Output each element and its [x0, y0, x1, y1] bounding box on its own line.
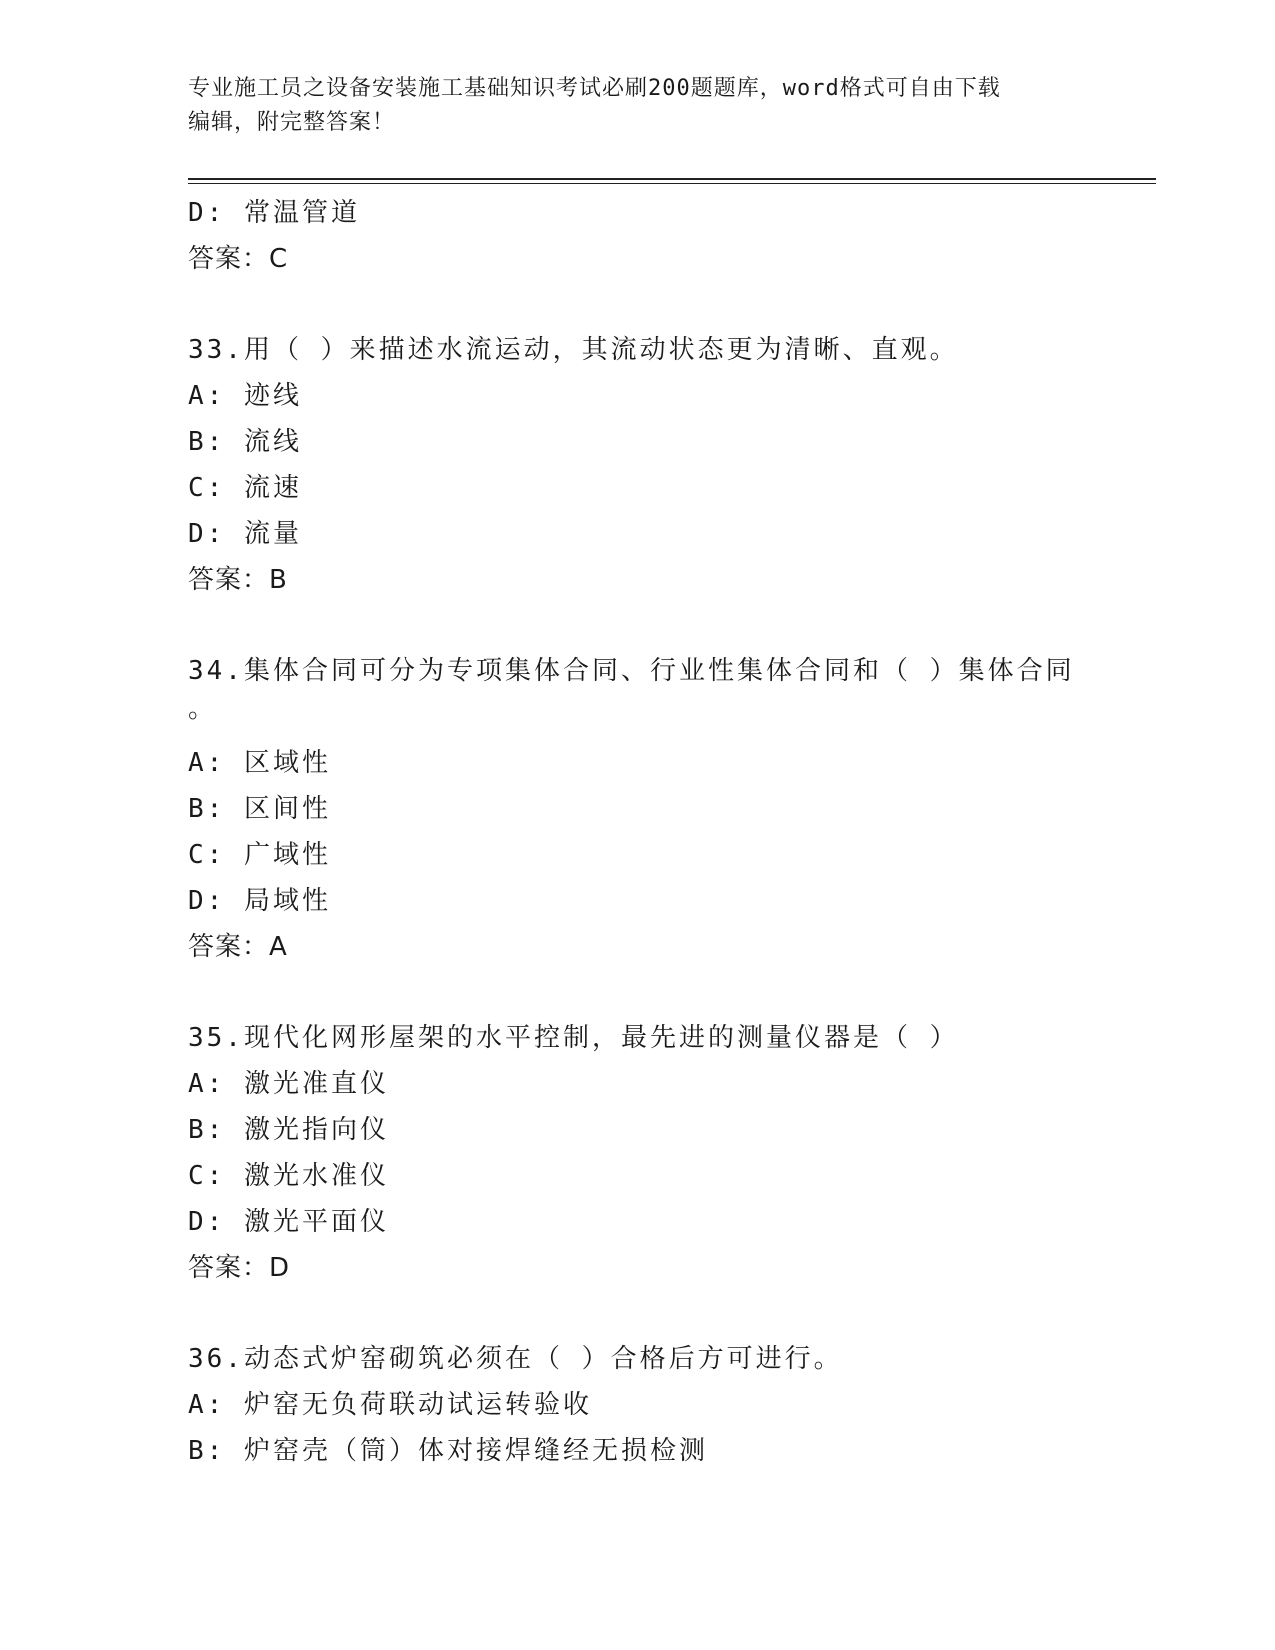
- option-c: C: 激光水准仪: [188, 1161, 389, 1191]
- option-c: C: 广域性: [188, 840, 331, 870]
- option-d: D: 局域性: [188, 886, 331, 916]
- question-stem: 34.集体合同可分为专项集体合同、行业性集体合同和（ ）集体合同: [188, 656, 1075, 686]
- header-rule-thin: [188, 183, 1156, 184]
- question-33: [188, 327, 1088, 603]
- question-34: [188, 648, 1088, 970]
- option-a: A: 激光准直仪: [188, 1069, 389, 1099]
- option-a: A: 区域性: [188, 748, 331, 778]
- header-title-line-1: 专业施工员之设备安装施工基础知识考试必刷200题题库，word格式可自由下载: [188, 76, 1001, 101]
- question-stem-continuation: 。: [188, 694, 218, 724]
- header-rule-thick: [188, 178, 1156, 180]
- question-stem: 33.用（ ）来描述水流运动，其流动状态更为清晰、直观。: [188, 335, 959, 365]
- document-header: [188, 72, 1088, 140]
- header-title-line-2: 编辑，附完整答案！: [188, 110, 396, 135]
- option-a: A: 迹线: [188, 381, 302, 411]
- option-a: A: 炉窑无负荷联动试运转验收: [188, 1390, 592, 1420]
- question-stem: 36.动态式炉窑砌筑必须在（ ）合格后方可进行。: [188, 1344, 843, 1374]
- option-b: B: 激光指向仪: [188, 1115, 389, 1145]
- option-d: D: 激光平面仪: [188, 1207, 389, 1237]
- option-b: B: 炉窑壳（筒）体对接焊缝经无损检测: [188, 1436, 708, 1466]
- answer: 答案：C: [188, 244, 289, 274]
- option-b: B: 区间性: [188, 794, 331, 824]
- answer: 答案：D: [188, 1253, 291, 1283]
- question-35: [188, 1015, 1088, 1291]
- option-d: D: 常温管道: [188, 198, 360, 228]
- question-list: [188, 190, 1088, 1474]
- option-c: C: 流速: [188, 473, 302, 503]
- answer: 答案：B: [188, 565, 288, 595]
- question-32: [188, 190, 1088, 282]
- question-36: [188, 1336, 1088, 1474]
- answer: 答案：A: [188, 932, 288, 962]
- option-d: D: 流量: [188, 519, 302, 549]
- option-b: B: 流线: [188, 427, 302, 457]
- question-stem: 35.现代化网形屋架的水平控制，最先进的测量仪器是（ ）: [188, 1023, 959, 1053]
